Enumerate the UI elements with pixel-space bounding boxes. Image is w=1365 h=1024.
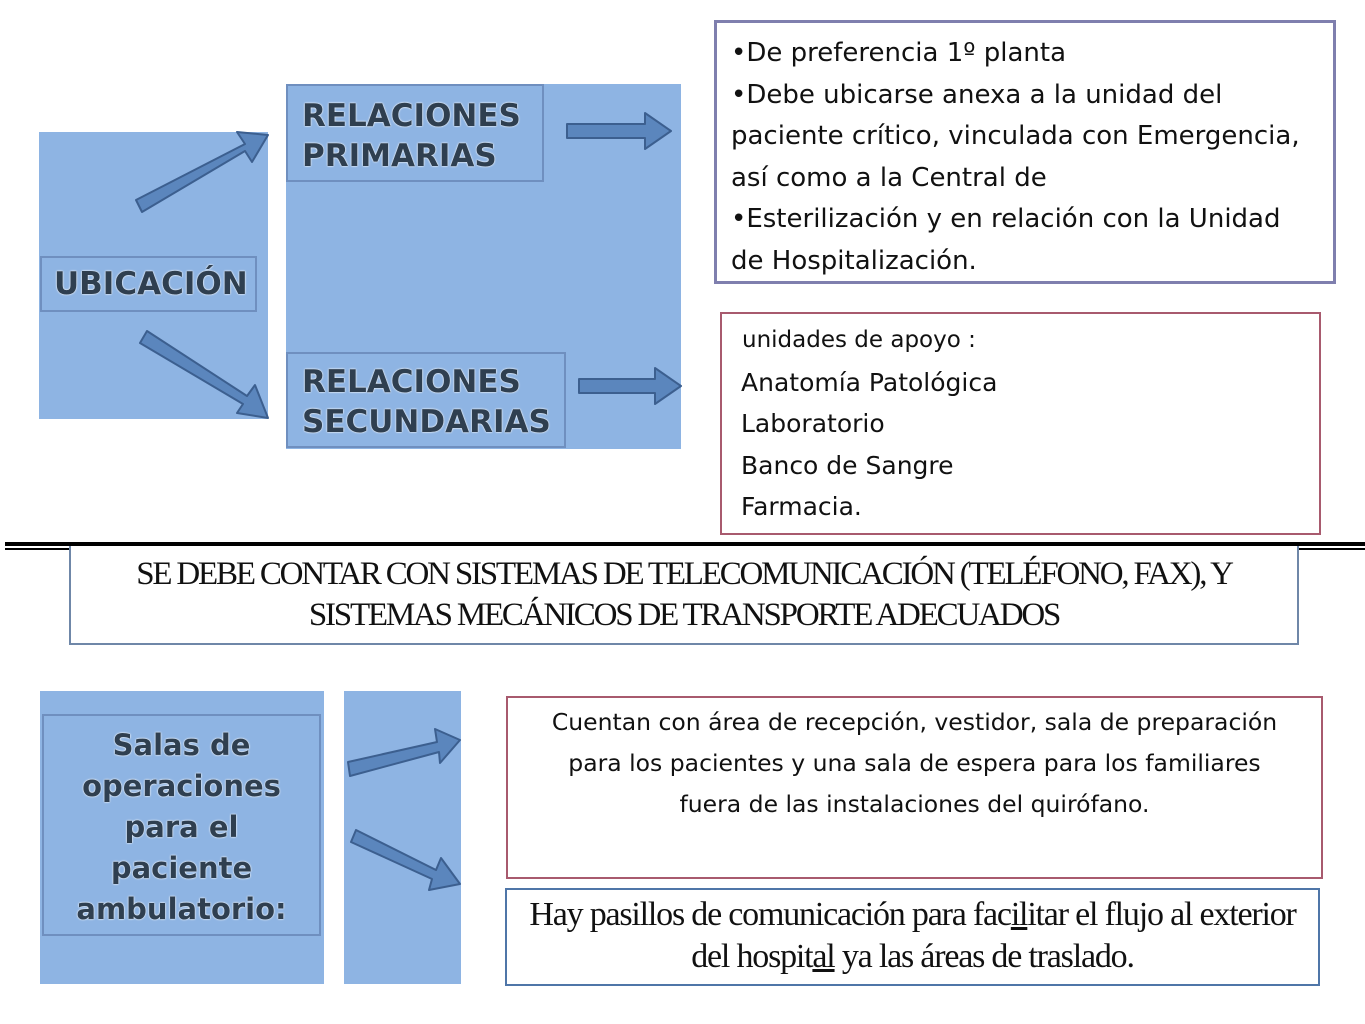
salas-line-2: operaciones: [82, 769, 281, 803]
primarias-item-1: •De preferencia 1º planta: [731, 38, 1067, 68]
relaciones-secundarias-line1: RELACIONES: [302, 364, 521, 400]
arrow-up-right-salas-icon: [348, 729, 460, 776]
telecom-text: SE DEBE CONTAR CON SISTEMAS DE TELECOMUNICACIÓN (TELÉFONO, FAX), Y SISTEMAS MECÁNICOS DE TRANSPORTE ADECUADOS: [136, 556, 1232, 633]
salas-line-1: Salas de: [112, 728, 251, 762]
relaciones-primarias-line2: PRIMARIAS: [302, 138, 497, 174]
salas-line-5: ambulatorio:: [76, 892, 287, 926]
pasillos-text-2: itar el flujo al exterior del hospit: [691, 896, 1296, 975]
pasillos-text-underlined-1: il: [1010, 896, 1028, 933]
pasillos-text-1: Hay pasillos de comunicación para fac: [529, 896, 1011, 933]
secundarias-header: unidades de apoyo :: [742, 327, 976, 353]
salas-line-4: paciente: [110, 851, 253, 885]
cuentan-text: Cuentan con área de recepción, vestidor, sala de preparación para los pacientes y una sala de espera para los familiares fuera de las instalaciones del quirófano.: [551, 708, 1278, 818]
secundarias-item-anatomia: Anatomía Patológica: [741, 367, 998, 397]
secundarias-item-banco: Banco de Sangre: [741, 450, 954, 480]
secundarias-item-laboratorio: Laboratorio: [741, 409, 885, 438]
pasillos-text-underlined-2: al: [812, 938, 835, 975]
ubicacion-text: UBICACIÓN: [54, 266, 248, 302]
cuentan-box: [506, 696, 1323, 879]
secundarias-item-farmacia: Farmacia.: [741, 492, 862, 521]
arrow-down-right-salas-icon: [351, 830, 460, 890]
salas-line-3: para el: [124, 810, 239, 844]
primarias-item-3: •Esterilización y en relación con la Unidad de Hospitalización.: [731, 204, 1281, 276]
pasillos-text-3: ya las áreas de traslado.: [834, 938, 1134, 975]
primarias-item-2: •Debe ubicarse anexa a la unidad del paciente crítico, vinculada con Emergencia, así como a la Central de: [731, 79, 1300, 193]
pasillos-box: [505, 888, 1320, 986]
relaciones-secundarias-line2: SECUNDARIAS: [302, 404, 551, 440]
relaciones-primarias-line1: RELACIONES: [302, 98, 521, 134]
